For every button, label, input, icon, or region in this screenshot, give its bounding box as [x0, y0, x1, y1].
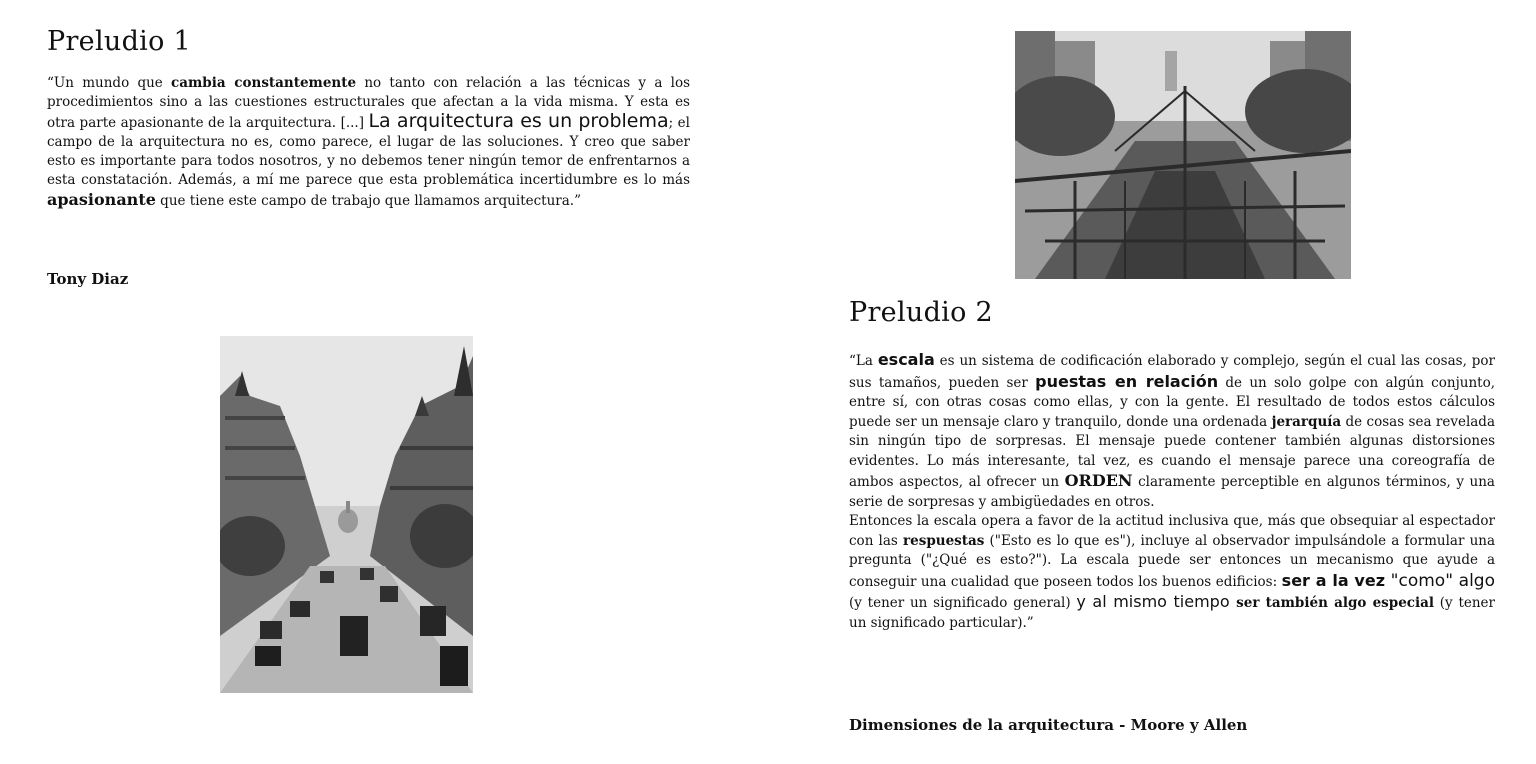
construction-photo — [1015, 31, 1351, 279]
preludio-1-author: Tony Diaz — [47, 270, 129, 288]
street-photo — [220, 336, 473, 693]
preludio-2-author: Dimensiones de la arquitectura - Moore y Allen — [849, 716, 1248, 734]
right-page — [768, 0, 1536, 764]
preludio-2-title: Preludio 2 — [849, 297, 994, 328]
preludio-1-title: Preludio 1 — [47, 26, 192, 57]
preludio-2-quote: “La escala es un sistema de codificación elaborado y complejo, según el cual las cosas, por sus tamaños, pueden ser puestas en relación de un solo golpe con algún conjunto, entre sí, con otras cosas como ellas, y con la gente. El resultado de todos estos cálculos puede ser un mensaje claro y tranquilo, donde una ordenada jerarquía de cosas sea revelada sin ningún tipo de sorpresas. El mensaje puede contener también algunas distorsiones evidentes. Lo más interesante, tal vez, es cuando el mensaje parece una coreografía de ambos aspectos, al ofrecer un ORDEN claramente perceptible en algunos términos, y una serie de sorpresas y ambigüedades en otros. Entonces la escala opera a favor de la actitud inclusiva que, más que obsequiar al espectador con las respuestas ("Esto es lo que es"), incluye al observador impulsándole a formular una pregunta ("¿Qué es esto?"). La escala puede ser entonces un mecanismo que ayude a conseguir una cualidad que poseen todos los buenos edificios: ser a la vez "como" algo (y tener un significado general) y al mismo tiempo ser también algo especial (y tener un significado particular).” — [849, 350, 1496, 631]
preludio-1-quote: “Un mundo que cambia constantemente no tanto con relación a las técnicas y a los procedimientos sino a las cuestiones estructurales que afectan a la vida misma. Y esta es otra parte apasionante de la arquitectura. [...] La arquitectura es un problema; el campo de la arquitectura no es, como parece, el lugar de las soluciones. Y creo que saber esto es importante para todos nosotros, y no debemos tener ningún temor de enfrentarnos a esta constatación. Además, a mí me parece que esta problemática incertidumbre es lo más apasionante que tiene este campo de trabajo que llamamos arquitectura.” — [47, 75, 691, 209]
